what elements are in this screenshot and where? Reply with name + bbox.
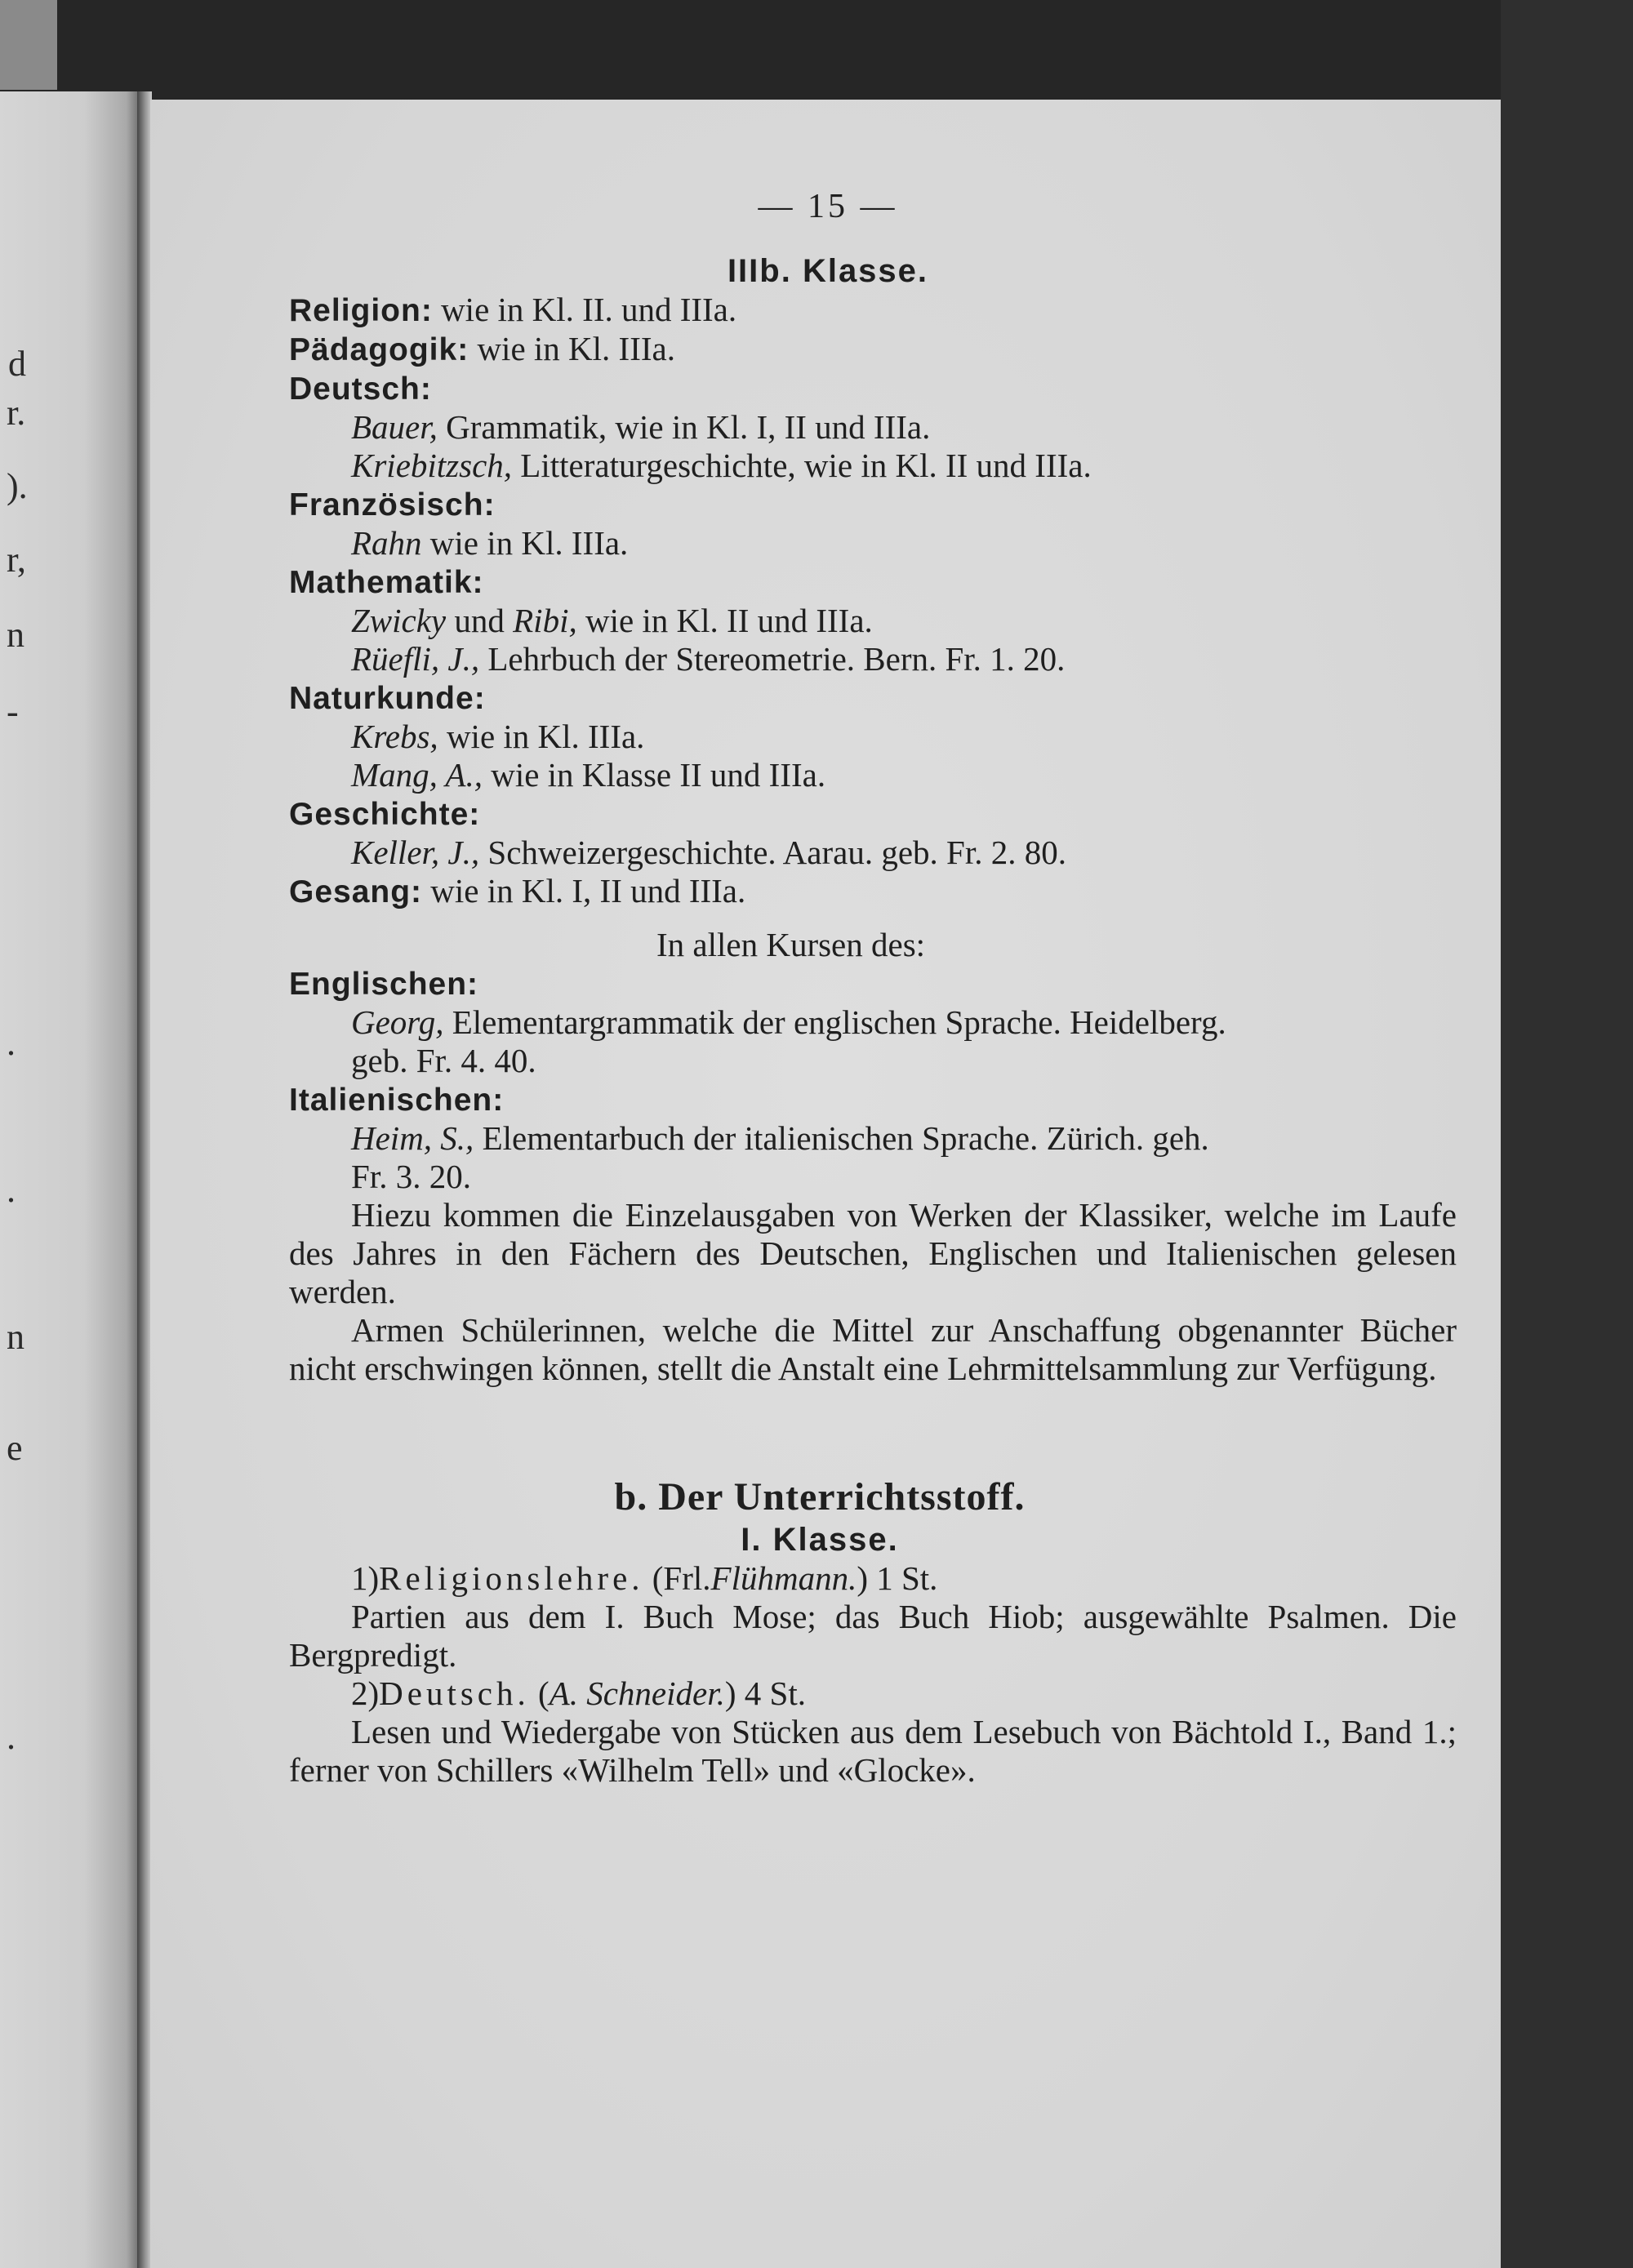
facing-page-fragment: .	[7, 1023, 16, 1063]
facing-page-edge	[0, 91, 140, 2268]
course-hours: 1 St.	[876, 1559, 938, 1597]
page-content	[289, 188, 1457, 1790]
book-author: Mang, A.,	[351, 756, 483, 794]
section-title: b. Der Unterrichtsstoff.	[614, 1475, 1026, 1519]
document-page	[150, 100, 1501, 2268]
facing-page-fragment: n	[7, 1317, 24, 1357]
course-number: 1)	[351, 1559, 380, 1597]
book-author: Bauer,	[351, 408, 438, 446]
subject-text: wie in Kl. I, II und IIIa.	[430, 872, 746, 909]
book-details: Grammatik, wie in Kl. I, II und IIIa.	[446, 408, 931, 446]
subject-row-englisch	[289, 964, 1457, 1003]
teacher-name: A. Schneider.	[549, 1674, 725, 1712]
course-number: 2)	[351, 1674, 380, 1712]
course-name: Religionslehre.	[379, 1559, 644, 1597]
subject-label: Gesang:	[289, 874, 423, 909]
facing-page-fragment: d	[8, 344, 26, 384]
book-details: Lehrbuch der Stereometrie. Bern. Fr. 1. 20.	[487, 640, 1066, 678]
facing-page-fragment: ).	[7, 466, 28, 506]
page-number: — 15 —	[758, 188, 898, 225]
facing-page-fragment: e	[7, 1428, 23, 1468]
book-entry	[289, 447, 1457, 485]
book-author: Keller, J.,	[351, 834, 480, 871]
subject-label: Religion:	[289, 293, 433, 328]
book-author: Zwicky	[351, 602, 447, 639]
class-heading: IIIb. Klasse.	[727, 253, 929, 289]
book-entry	[289, 1119, 1457, 1158]
subject-label: Naturkunde:	[289, 681, 486, 716]
subject-label: Englischen:	[289, 967, 479, 1002]
paragraph-poor-students: Armen Schülerinnen, welche die Mittel zur Anschaffung obgenannter Bücher nicht erschwingen können, stellt die Anstalt eine Lehrmittelsammlung zur Verfügung.	[289, 1311, 1457, 1387]
teacher-prefix: (Frl.	[652, 1559, 711, 1597]
book-entry	[289, 756, 1457, 794]
book-details: wie in Kl. IIIa.	[429, 524, 629, 562]
subject-text: wie in Kl. IIIa.	[477, 330, 675, 367]
book-details: Elementargrammatik der englischen Sprache. Heidelberg.	[452, 1003, 1226, 1041]
book-details: Schweizergeschichte. Aarau. geb. Fr. 2. 80.	[487, 834, 1066, 871]
subject-row-franzoesisch	[289, 485, 1457, 524]
book-author: Heim, S.,	[351, 1119, 474, 1157]
book-entry	[289, 640, 1457, 678]
teacher-prefix: (	[538, 1674, 550, 1712]
all-courses-heading: In allen Kursen des:	[656, 926, 926, 963]
book-entry	[289, 1003, 1457, 1042]
subject-row-gesang	[289, 872, 1457, 911]
facing-page-fragment: r,	[7, 540, 26, 580]
teacher-suffix: )	[724, 1674, 736, 1712]
book-author: Krebs,	[351, 718, 438, 755]
book-entry-continued: geb. Fr. 4. 40.	[351, 1042, 536, 1079]
teacher-name: Flühmann.	[710, 1559, 857, 1597]
facing-page-fragment: n	[7, 615, 24, 655]
book-connector: und	[454, 602, 505, 639]
subject-text: wie in Kl. II. und IIIa.	[441, 291, 737, 328]
subject-row-religion	[289, 291, 1457, 330]
book-details: wie in Kl. II und IIIa.	[585, 602, 873, 639]
scan-border-top	[0, 0, 1633, 106]
course-hours: 4 St.	[744, 1674, 806, 1712]
course-description: Partien aus dem I. Buch Mose; das Buch Hiob; ausgewählte Psalmen. Die Bergpredigt.	[289, 1598, 1457, 1674]
book-author: Rüefli, J.,	[351, 640, 480, 678]
subject-row-italienisch	[289, 1080, 1457, 1119]
subject-label: Deutsch:	[289, 371, 432, 407]
book-author: Ribi,	[513, 602, 577, 639]
course-item-religion	[289, 1559, 1457, 1598]
scan-border-right	[1501, 0, 1633, 2268]
class-heading: I. Klasse.	[741, 1522, 899, 1558]
book-entry	[289, 524, 1457, 563]
subject-row-mathematik	[289, 563, 1457, 602]
facing-page-fragment: -	[7, 692, 19, 732]
subject-label: Italienischen:	[289, 1083, 505, 1118]
scan-corner	[0, 0, 57, 90]
subject-row-geschichte	[289, 794, 1457, 834]
book-entry	[289, 834, 1457, 872]
teacher-suffix: )	[857, 1559, 868, 1597]
paragraph-classics: Hiezu kommen die Einzelausgaben von Werken der Klassiker, welche im Laufe des Jahres in den Fächern des Deutschen, Englischen und Italienischen gelesen werden.	[289, 1196, 1457, 1310]
subject-row-paedagogik	[289, 330, 1457, 369]
facing-page-fragment: .	[7, 1170, 16, 1210]
book-author: Kriebitzsch,	[351, 447, 513, 484]
book-entry	[289, 408, 1457, 447]
facing-page-fragment: .	[7, 1717, 16, 1757]
book-details: wie in Kl. IIIa.	[446, 718, 645, 755]
subject-row-naturkunde	[289, 678, 1457, 718]
subject-label: Französisch:	[289, 487, 496, 523]
subject-row-deutsch	[289, 369, 1457, 408]
subject-label: Geschichte:	[289, 797, 481, 832]
book-entry	[289, 718, 1457, 756]
book-entry-continued: Fr. 3. 20.	[351, 1158, 471, 1195]
book-author: Rahn	[351, 524, 422, 562]
book-author: Georg,	[351, 1003, 444, 1041]
course-name: Deutsch.	[379, 1674, 530, 1712]
book-details: wie in Klasse II und IIIa.	[491, 756, 826, 794]
subject-label: Mathematik:	[289, 565, 484, 600]
course-description: Lesen und Wiedergabe von Stücken aus dem Lesebuch von Bächtold I., Band 1.; ferner von Schillers «Wilhelm Tell» und «Glocke».	[289, 1713, 1457, 1789]
book-entry	[289, 602, 1457, 640]
book-details: Elementarbuch der italienischen Sprache. Zürich. geh.	[482, 1119, 1209, 1157]
facing-page-fragment: r.	[7, 393, 26, 433]
subject-label: Pädagogik:	[289, 332, 469, 367]
course-item-deutsch	[289, 1674, 1457, 1713]
book-details: Litteraturgeschichte, wie in Kl. II und IIIa.	[520, 447, 1092, 484]
